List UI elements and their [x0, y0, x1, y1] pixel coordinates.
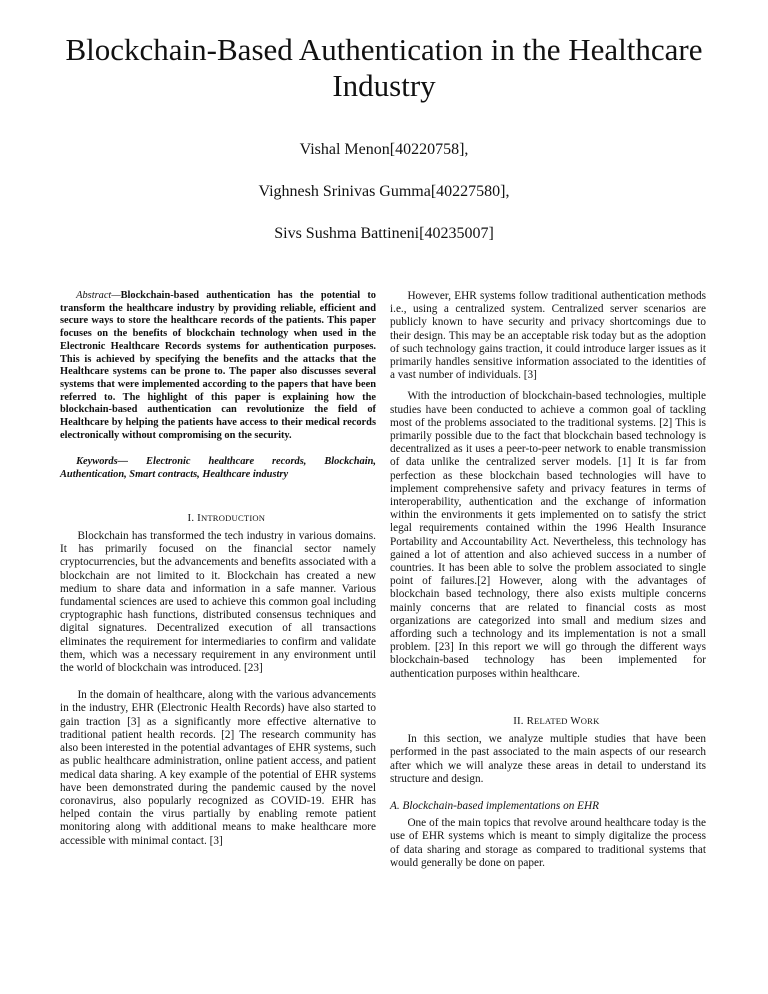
intro-paragraph-3: However, EHR systems follow traditional authentication methods i.e., using a centralized system. Centralized server scenarios are publicly known to have security and privacy shortcomings due to their design. This may be an acceptable risk today but as the adoption of such technology gains traction, it could introduce larger issues as it primarily handles sensitive information associated to the identities of a vast number of individuals. [3] — [390, 290, 706, 382]
intro-paragraph-4: With the introduction of blockchain-based technologies, multiple studies have been conducted to achieve a common goal of tackling most of the problems associated to the traditional systems. [2] This is primarily possible due to the fact that blockchain based technology is decentralized as it uses a peer-to-peer network to enable transmission of data unlike the centralized server models. [1] It is far from perfection as these blockchain based technologies will have to implement comprehensive safety and privacy features in terms of interoperability, authentication and the exchange of information within the environments it gets implemented on to satisfy the strict legal requirements contained within the 1996 Health Insurance Portability and Accountability Act. Nevertheless, this technology has gained a lot of attention and also achieved success in a number of countries. It has been able to solve the problem associated to single point of failures.[2] However, along with the advantages of blockchain based technology, there also exists multiple concerns mainly concerns that are related to financial costs as most organizations are categorized into small and medium sizes and affording such a technology and its implementation is not a small problem. [23] In this report we will go through the different ways blockchain-based technology has been implemented for authentication purposes within healthcare. — [390, 390, 706, 680]
left-column — [60, 290, 376, 848]
keywords — [60, 456, 376, 481]
abstract-text: Blockchain-based authentication has the potential to transform the healthcare industry by providing reliable, efficient and secure ways to store the healthcare records of the patients. This paper focuses on the benefits of blockchain technology when used in the Electronic Healthcare Records systems for authentication purposes. This is achieved by specifying the benefits and the attacks that the Healthcare systems can be prone to. The paper also discusses several systems that were implemented according to the papers that have been referred to. The highlight of this paper is explaining how the blockchain-based authentication can revolutionize the field of Healthcare by helping the patients have access to their medical records electronically without compromising on the security. — [60, 290, 376, 441]
paper-title: Blockchain-Based Authentication in the Healthcare Industry — [65, 32, 703, 103]
abstract-label: Abstract— — [76, 290, 121, 301]
author-3: Sivs Sushma Battineni[40235007] — [274, 225, 494, 242]
author-2: Vighnesh Srinivas Gumma[40227580], — [258, 183, 510, 200]
right-column — [390, 290, 706, 870]
intro-paragraph-2: In the domain of healthcare, along with the various advancements in the industry, EHR (Electronic Health Records) have also started to gain traction [3] as a significantly more effective alternative to traditional patient health records. [2] The research community has also been interested in the potential advantages of EHR systems, such as public healthcare administration, online patient access, and patient medical data sharing. A key example of the potential of EHR systems have been demonstrated during the pandemic caused by the novel coronavirus, also popularly recognized as COVID-19. EHR has helped contain the virus partially by enabling remote patient monitoring along with additional means to make healthcare more accessible with minimal contact. [3] — [60, 689, 376, 847]
subsection-paragraph: One of the main topics that revolve around healthcare today is the use of EHR systems which is meant to simply digitalize the process of data sharing and storage as compared to traditional systems that would generally be done on paper. — [390, 817, 706, 869]
section-heading-related-work: II. RELATED WORK — [513, 714, 600, 727]
related-work-intro: In this section, we analyze multiple studies that have been performed in the past associated to the main aspects of our research after which we will analyze these areas in detail to understand its structure and design. — [390, 733, 706, 785]
intro-paragraph-1: Blockchain has transformed the tech industry in various domains. It has primarily focused on the financial sector namely cryptocurrencies, but the advancements and benefits associated with a blockchain are not limited to it. Blockchain has created a new medium to share data and information in a safe manner. Various fundamental sciences are used to achieve this common goal including cryptographic hash functions, distributed consensus techniques and digital signatures. Decentralized execution of all transactions eliminates the requirement for intermediaries to confirm and validate them, which was a necessary requirement in any environment until the world of blockchain was introduced. [23] — [60, 530, 376, 675]
keywords-text: Electronic healthcare records, Blockchain, Authentication, Smart contracts, Healthcare industry — [60, 456, 376, 481]
section-heading-introduction: I. INTRODUCTION — [187, 511, 266, 524]
subsection-heading-ehr: A. Blockchain-based implementations on EHR — [390, 799, 600, 812]
keywords-label: Keywords— — [76, 456, 129, 468]
abstract — [60, 290, 376, 442]
author-1: Vishal Menon[40220758], — [299, 141, 469, 158]
